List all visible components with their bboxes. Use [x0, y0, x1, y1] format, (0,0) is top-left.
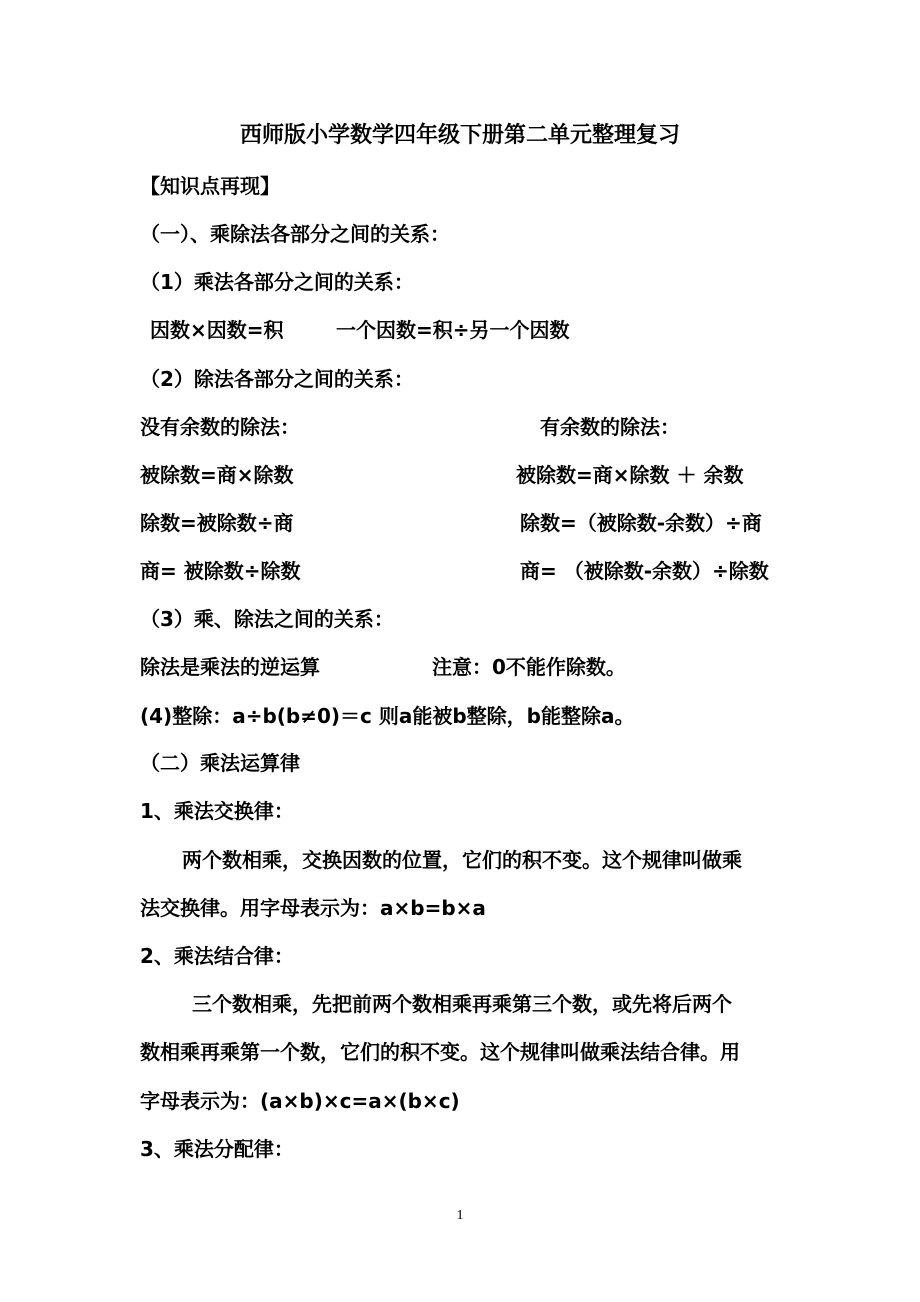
sub1-formula-b: 一个因数=积÷另一个因数 [336, 318, 570, 342]
law1-line2: 法交换律。用字母表示为：a×b=b×a [140, 896, 486, 920]
sub3-text: 除法是乘法的逆运算 [140, 655, 320, 679]
page-number: 1 [456, 1208, 464, 1223]
with-remainder-label: 有余数的除法： [540, 415, 680, 439]
part2-heading: （二）乘法运算律 [140, 751, 300, 775]
sub2-heading: （2）除法各部分之间的关系： [140, 367, 414, 391]
r-formula-2: 除数=（被除数-余数）÷商 [520, 511, 762, 535]
law1-heading: 1、乘法交换律： [140, 799, 294, 823]
law2-line3: 字母表示为：(a×b)×c=a×(b×c) [140, 1089, 460, 1113]
sub4-text: (4)整除：a÷b(b≠0)＝c 则a能被b整除，b能整除a。 [140, 704, 635, 728]
sub3-heading: （3）乘、除法之间的关系： [140, 607, 394, 631]
nr-formula-1: 被除数=商×除数 [140, 463, 294, 487]
r-formula-1: 被除数=商×除数 ＋ 余数 [516, 463, 744, 487]
section-heading: 【知识点再现】 [140, 174, 280, 198]
law1-line1: 两个数相乘，交换因数的位置，它们的积不变。这个规律叫做乘 [182, 848, 742, 872]
law3-heading: 3、乘法分配律： [140, 1137, 294, 1161]
sub1-heading: （1）乘法各部分之间的关系： [140, 270, 414, 294]
sub1-formula-a: 因数×因数=积 [150, 318, 284, 342]
sub3-note: 注意：0不能作除数。 [432, 655, 626, 679]
no-remainder-label: 没有余数的除法： [140, 415, 300, 439]
part1-heading: （一）、乘除法各部分之间的关系： [140, 222, 450, 246]
law2-heading: 2、乘法结合律： [140, 944, 294, 968]
law2-line1: 三个数相乘，先把前两个数相乘再乘第三个数，或先将后两个 [192, 992, 732, 1016]
r-formula-3: 商= （被除数-余数）÷除数 [520, 559, 769, 583]
nr-formula-2: 除数=被除数÷商 [140, 511, 294, 535]
nr-formula-3: 商= 被除数÷除数 [140, 559, 301, 583]
document-title: 西师版小学数学四年级下册第二单元整理复习 [239, 123, 680, 148]
law2-line2: 数相乘再乘第一个数，它们的积不变。这个规律叫做乘法结合律。用 [140, 1040, 740, 1064]
